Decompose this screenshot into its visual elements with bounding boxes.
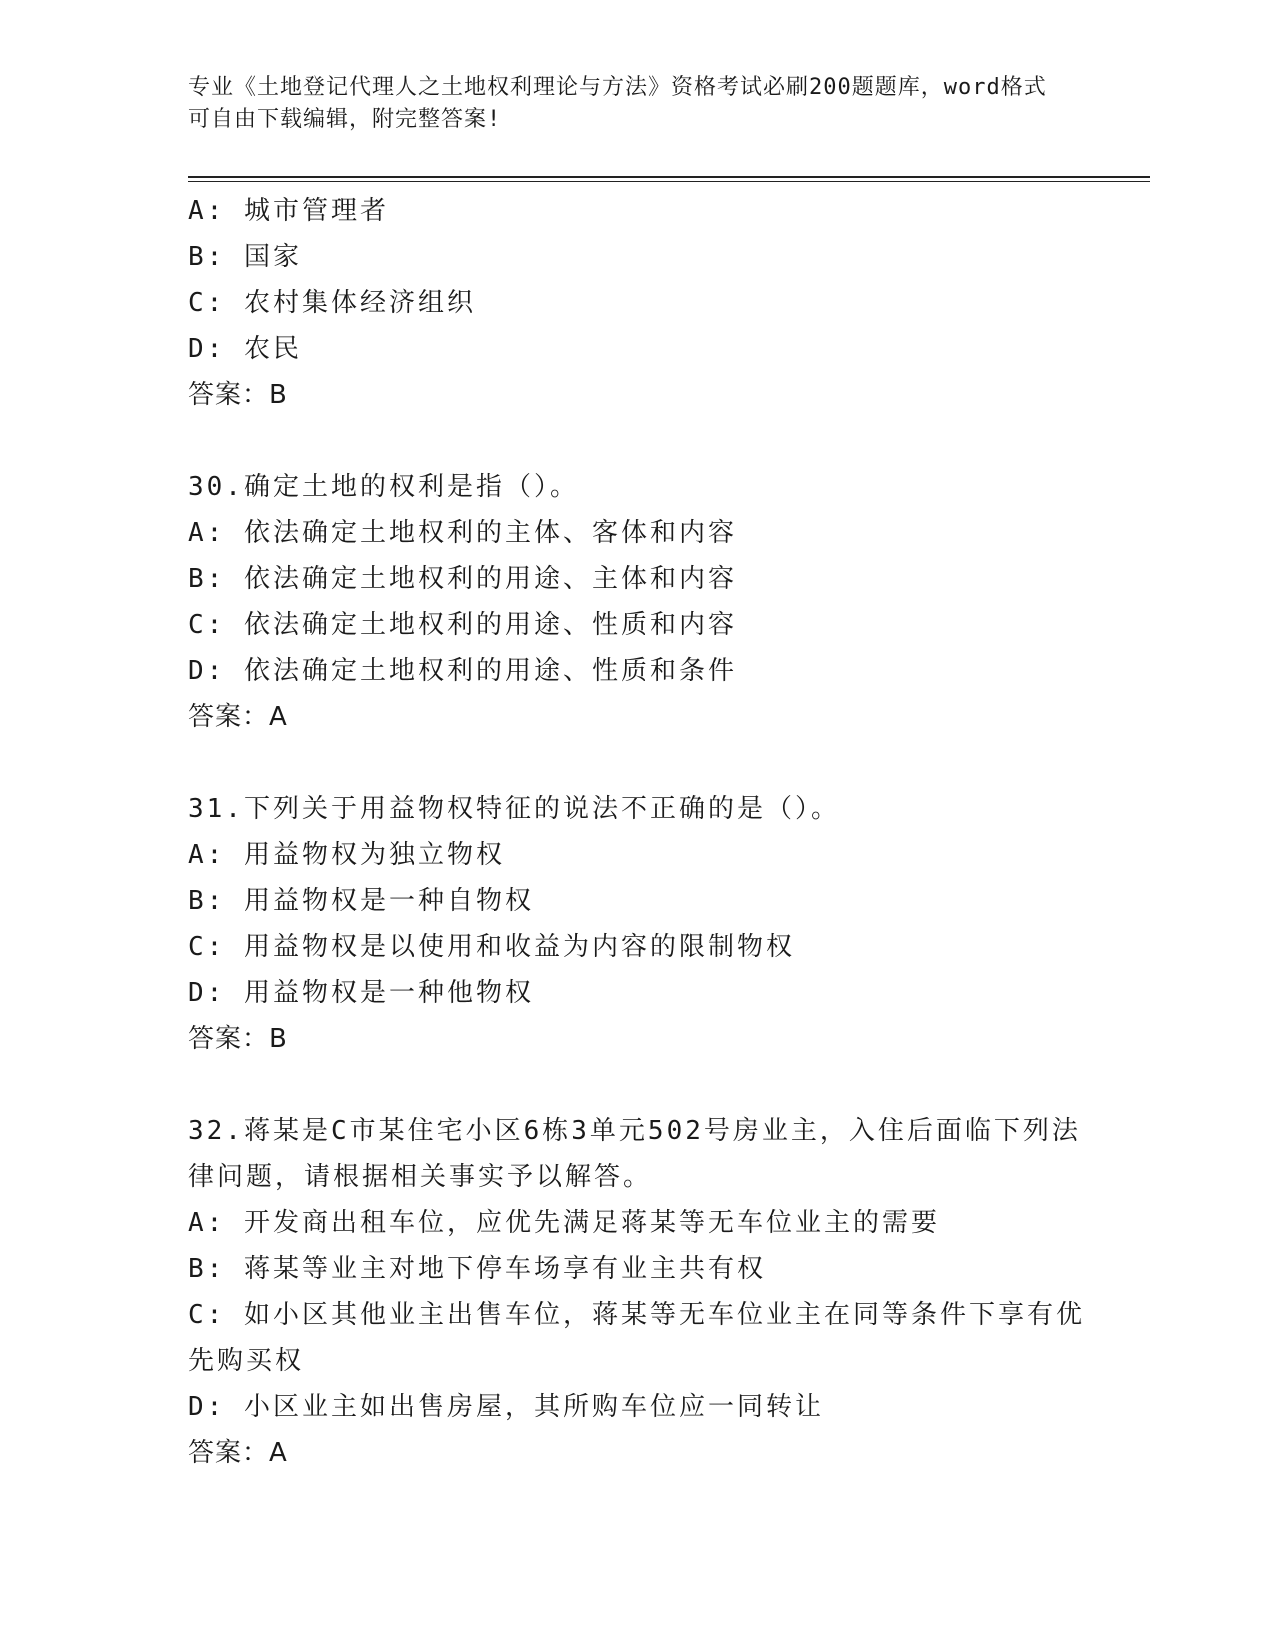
question-stem: 32.蒋某是C市某住宅小区6栋3单元502号房业主，入住后面临下列法律问题，请根据相关事实予以解答。 [188,1116,1081,1192]
spacer [188,740,1088,786]
question-list [188,188,1088,1476]
option-a: A: 城市管理者 [188,196,389,226]
option-a: A: 开发商出租车位，应优先满足蒋某等无车位业主的需要 [188,1208,940,1238]
question-stem: 31.下列关于用益物权特征的说法不正确的是（）。 [188,794,840,824]
question-30 [188,464,1088,740]
header-divider [188,176,1150,182]
option-d: D: 小区业主如出售房屋，其所购车位应一同转让 [188,1392,824,1422]
option-b: B: 国家 [188,242,302,272]
option-c: C: 农村集体经济组织 [188,288,476,318]
document-header: 专业《土地登记代理人之土地权利理论与方法》资格考试必刷200题题库，word格式可自由下载编辑，附完整答案! [188,75,1047,132]
option-b: B: 依法确定土地权利的用途、主体和内容 [188,564,737,594]
option-d: D: 用益物权是一种他物权 [188,978,534,1008]
option-b: B: 用益物权是一种自物权 [188,886,534,916]
option-d: D: 依法确定土地权利的用途、性质和条件 [188,656,737,686]
answer-line: 答案：B [188,1024,288,1054]
option-c: C: 如小区其他业主出售车位，蒋某等无车位业主在同等条件下享有优先购买权 [188,1300,1085,1376]
spacer [188,418,1088,464]
spacer [188,1062,1088,1108]
answer-line: 答案：A [188,702,288,732]
option-c: C: 用益物权是以使用和收益为内容的限制物权 [188,932,795,962]
question-29-fragment [188,188,1088,418]
question-stem: 30.确定土地的权利是指（）。 [188,472,579,502]
question-31 [188,786,1088,1062]
question-32 [188,1108,1088,1476]
option-a: A: 依法确定土地权利的主体、客体和内容 [188,518,737,548]
answer-line: 答案：A [188,1438,288,1468]
option-d: D: 农民 [188,334,302,364]
option-a: A: 用益物权为独立物权 [188,840,505,870]
option-c: C: 依法确定土地权利的用途、性质和内容 [188,610,737,640]
answer-line: 答案：B [188,380,288,410]
option-b: B: 蒋某等业主对地下停车场享有业主共有权 [188,1254,766,1284]
